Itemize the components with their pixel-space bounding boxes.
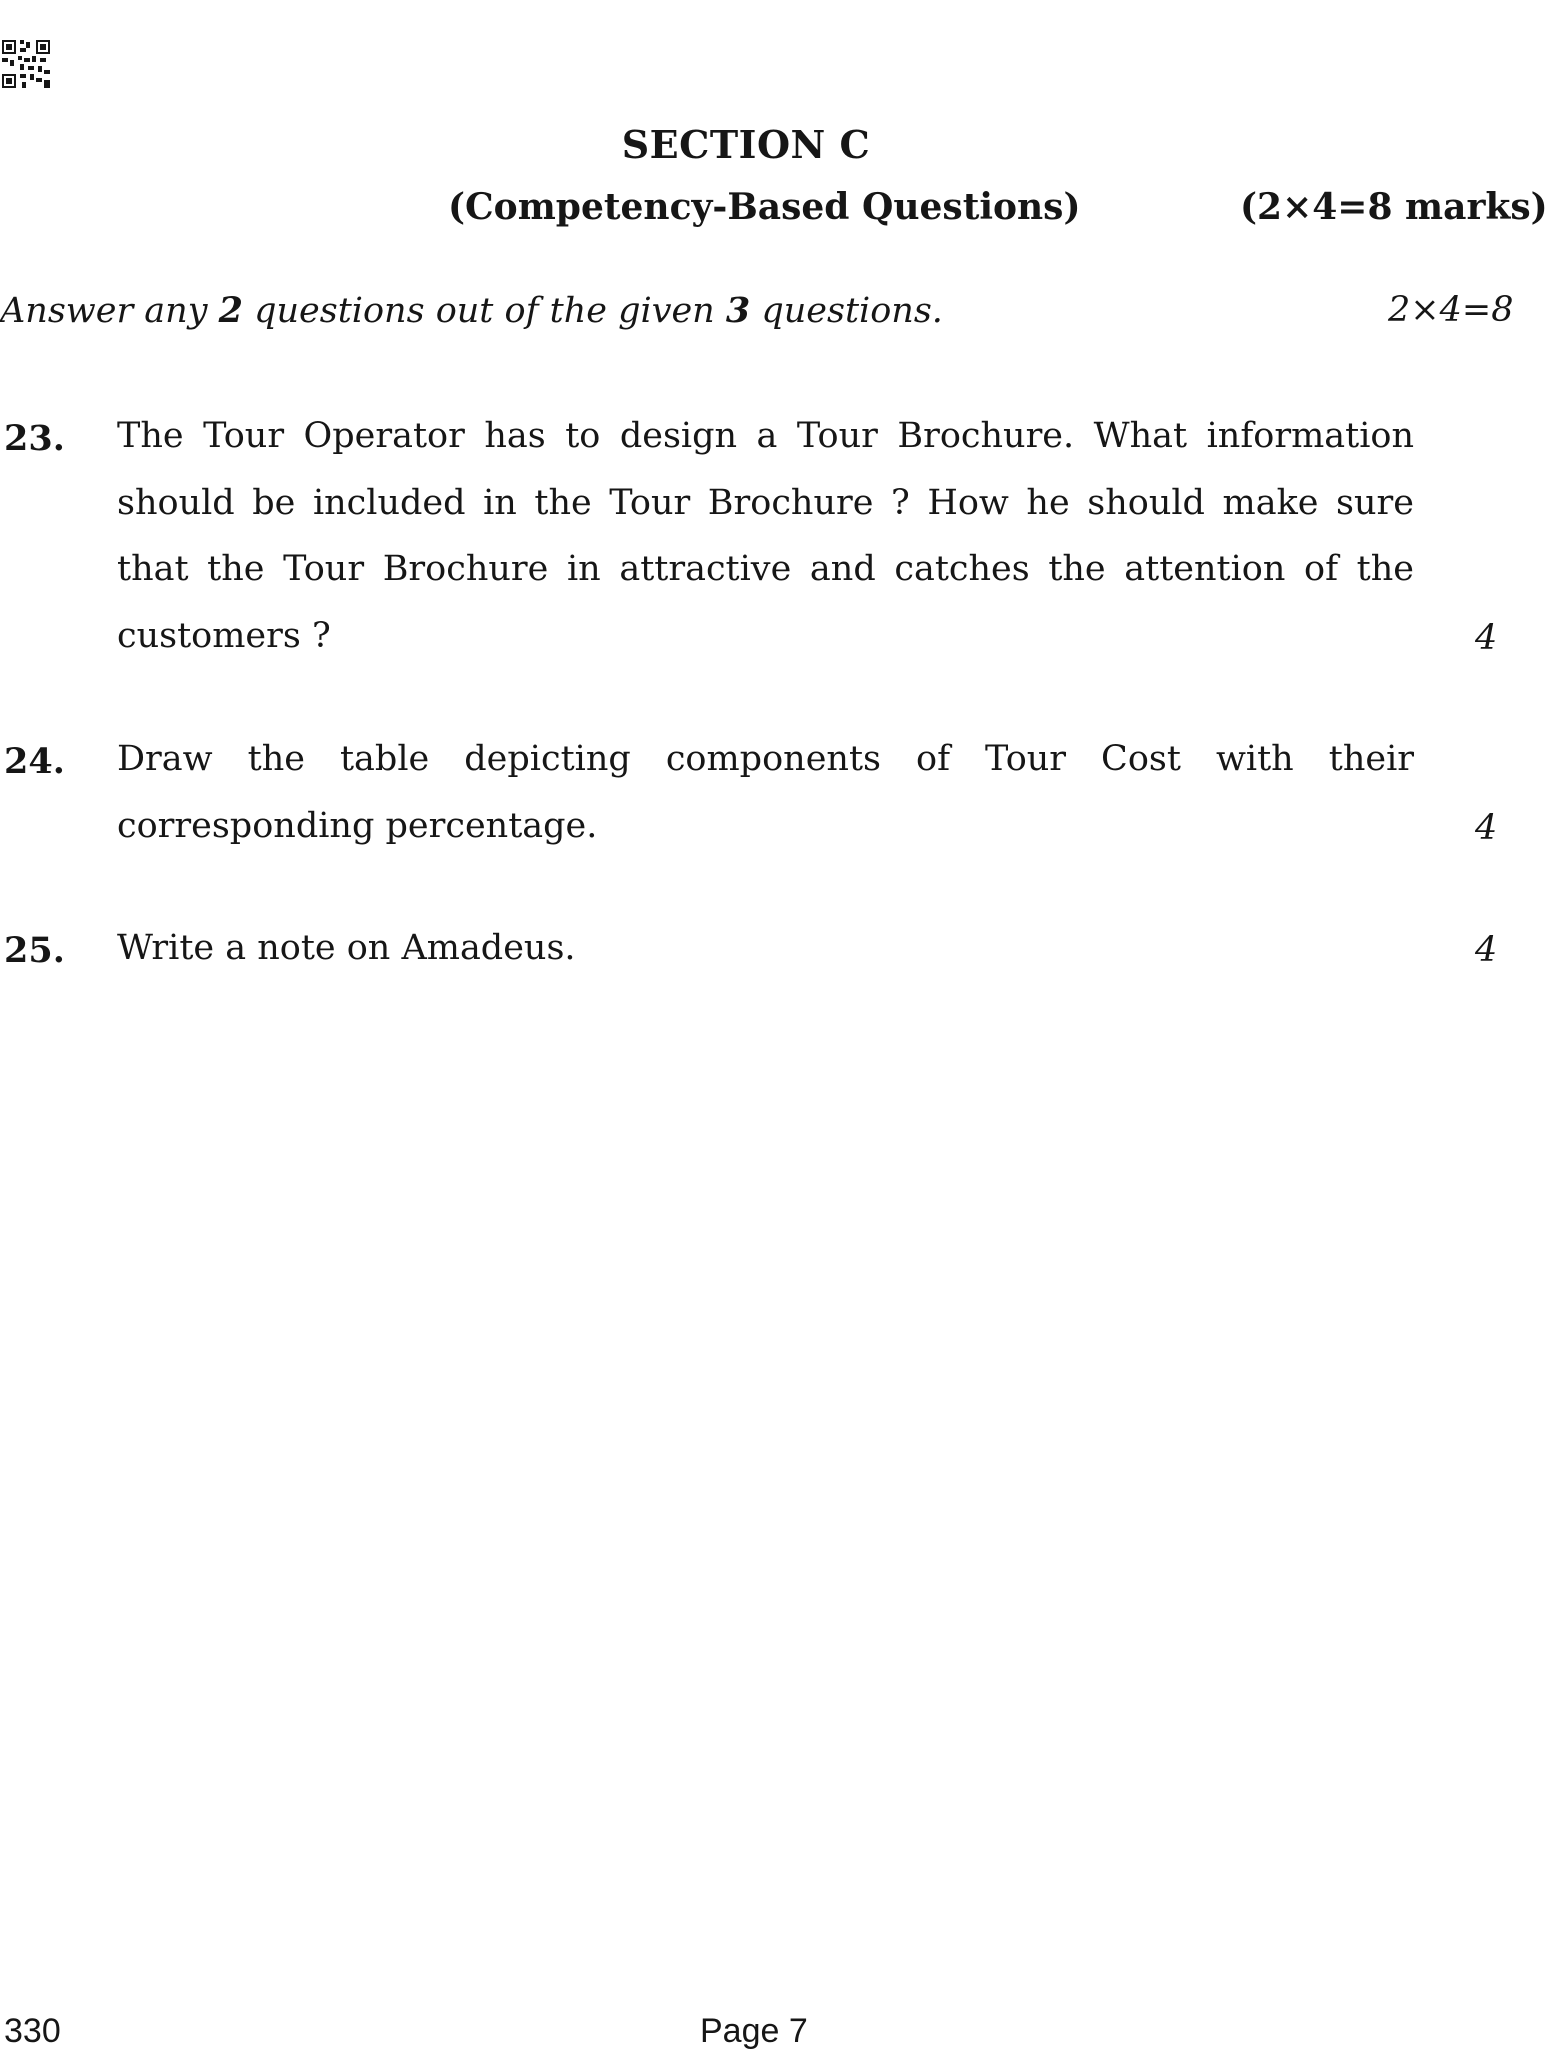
instruction-part: questions out of the given <box>242 291 726 331</box>
question-marks: 4 <box>1475 618 1498 658</box>
question-text: Write a note on Amadeus. <box>117 928 576 968</box>
question-text: Draw the table depicting components of Tour Cost with their corresponding percentage. <box>117 739 1414 846</box>
instruction-marks: 2×4=8 <box>1388 290 1514 330</box>
instruction-text <box>0 290 943 331</box>
section-subtitle: (Competency-Based Questions) <box>448 186 1081 228</box>
question-marks: 4 <box>1475 930 1498 970</box>
qr-code-icon <box>2 40 50 88</box>
instruction-part: questions. <box>750 291 943 331</box>
instruction-total-count: 3 <box>725 290 751 331</box>
instruction-answer-count: 2 <box>218 290 243 331</box>
section-marks: (2×4=8 marks) <box>1240 186 1548 228</box>
question-marks: 4 <box>1475 808 1498 848</box>
page-number: Page 7 <box>700 2012 808 2050</box>
section-title: SECTION C <box>621 122 871 167</box>
question-number: 25. <box>4 930 65 971</box>
paper-code: 330 <box>4 2012 61 2050</box>
question-number: 23. <box>4 418 65 459</box>
question-number: 24. <box>4 741 65 782</box>
instruction-part: Answer any <box>0 291 219 331</box>
question-text: The Tour Operator has to design a Tour Brochure. What information should be included in the Tour Brochure ? How he should make sure that the Tour Brochure in attractive and catches the attention of the customers ? <box>117 416 1414 656</box>
